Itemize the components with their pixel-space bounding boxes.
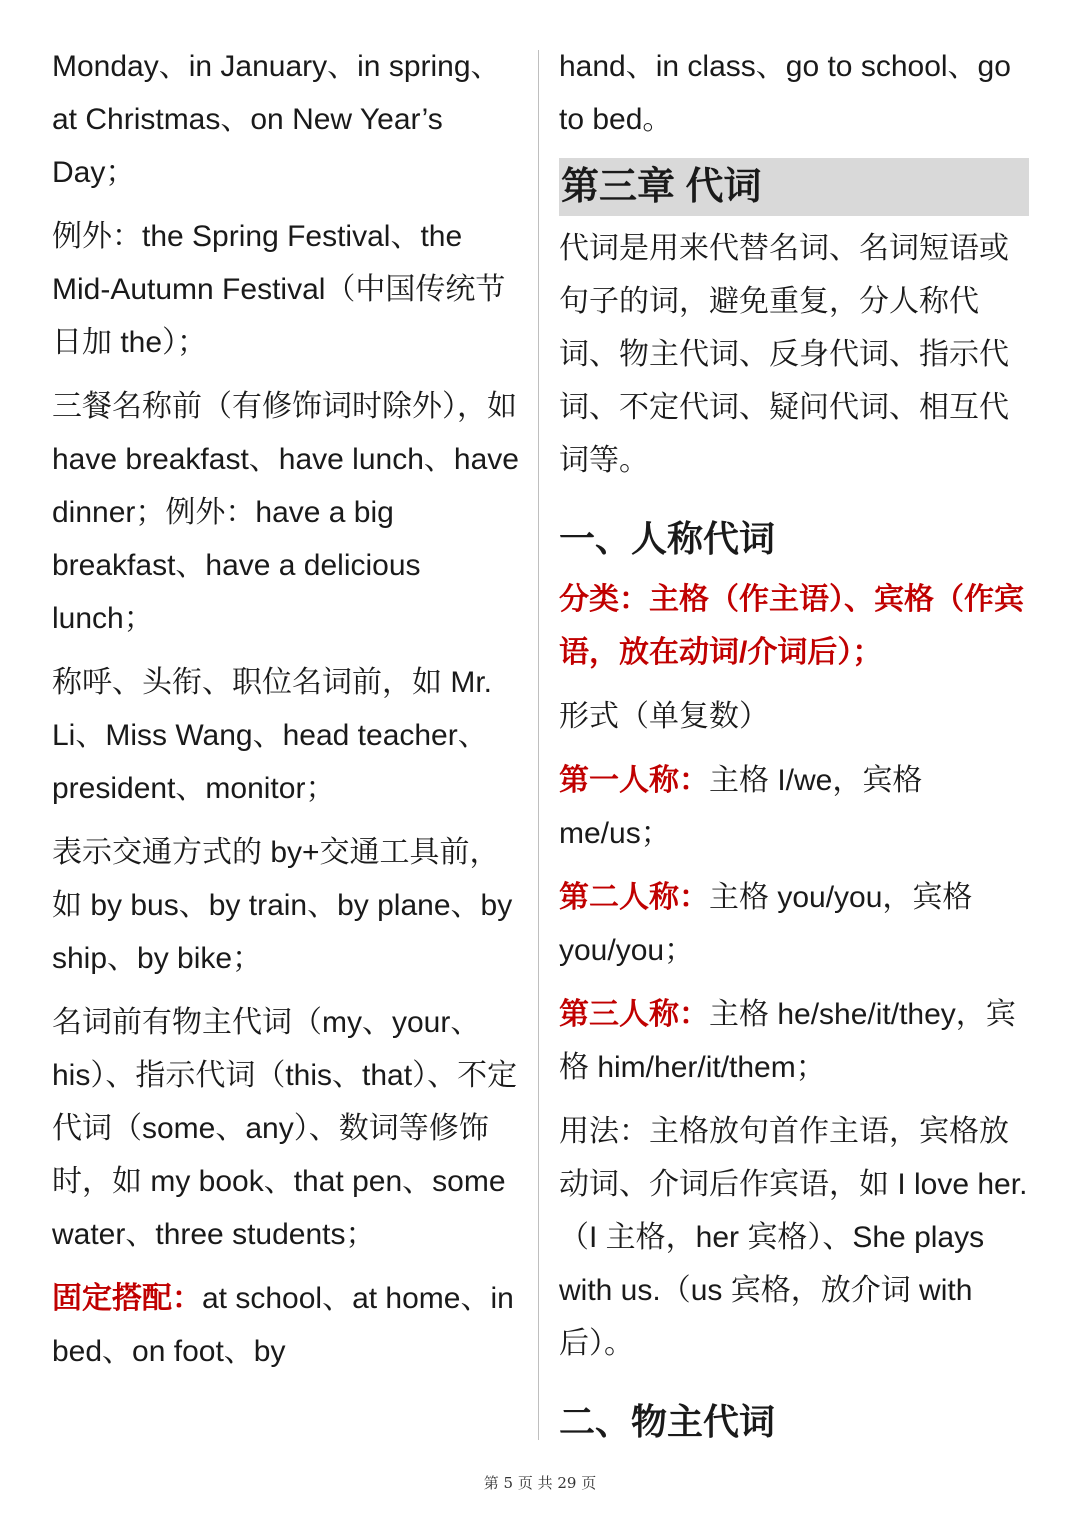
- second-person-label: 第二人称：: [559, 881, 709, 914]
- paragraph-transport: 表示交通方式的 by+交通工具前，如 by bus、by train、by plane、by ship、by bike；: [52, 836, 513, 975]
- paragraph-classification: 分类：主格（作主语）、宾格（作宾语，放在动词/介词后）；: [559, 583, 1024, 669]
- paragraph-usage: 用法：主格放句首作主语，宾格放动词、介词后作宾语，如 I love her.（I 主格，her 宾格）、She plays with us.（us 宾格，放介词 with 后）。: [559, 1115, 1028, 1360]
- paragraph-pronoun-intro: 代词是用来代替名词、名词短语或句子的词，避免重复，分人称代词、物主代词、反身代词、指示代词、不定代词、疑问代词、相互代词等。: [559, 232, 1009, 477]
- footer-page-total: 29: [557, 1474, 577, 1492]
- left-column: [52, 40, 522, 1389]
- paragraph-determiners: 名词前有物主代词（my、your、his）、指示代词（this、that）、不定代词（some、any）、数词等修饰时，如 my book、that pen、some water、three students；: [52, 1006, 518, 1251]
- footer-page-number: 5: [503, 1474, 514, 1492]
- chapter-title: 第三章 代词: [559, 158, 1029, 216]
- paragraph-third-person: [559, 988, 1037, 1094]
- column-divider: [538, 50, 539, 1440]
- paragraph-second-person: [559, 871, 1037, 977]
- footer-prefix: 第: [483, 1474, 499, 1492]
- paragraph-fixed-phrases: [52, 1272, 522, 1378]
- first-person-text: 主格 I/we，宾格 me/us；: [559, 764, 923, 850]
- paragraph-festival-exception: 例外：the Spring Festival、the Mid-Autumn Festival（中国传统节日加 the）；: [52, 220, 506, 359]
- second-person-text: 主格 you/you，宾格 you/you；: [559, 881, 973, 967]
- page-footer: [0, 1472, 1080, 1493]
- paragraph-first-person: [559, 754, 1037, 860]
- paragraph-time-prepositions: Monday、in January、in spring、at Christmas、on New Year’s Day；: [52, 50, 501, 189]
- third-person-text: 主格 he/she/it/they，宾格 him/her/it/them；: [559, 998, 1016, 1084]
- paragraph-form: 形式（单复数）: [559, 700, 769, 733]
- first-person-label: 第一人称：: [559, 764, 709, 797]
- footer-suffix: 页: [581, 1474, 597, 1492]
- paragraph-titles: 称呼、头衔、职位名词前，如 Mr. Li、Miss Wang、head teacher、president、monitor；: [52, 666, 492, 805]
- section-title-possessive-pronouns: 二、物主代词: [559, 1401, 776, 1442]
- third-person-label: 第三人称：: [559, 998, 709, 1031]
- paragraph-continuation: hand、in class、go to school、go to bed。: [559, 50, 1011, 136]
- paragraph-meals: 三餐名称前（有修饰词时除外），如 have breakfast、have lunch、have dinner；例外：have a big breakfast、have a delicious lunch；: [52, 390, 519, 635]
- right-column: [559, 40, 1037, 1456]
- fixed-phrases-text: at school、at home、in bed、on foot、by: [52, 1282, 514, 1368]
- fixed-phrases-label: 固定搭配：: [52, 1282, 202, 1315]
- section-title-personal-pronouns: 一、人称代词: [559, 518, 776, 559]
- footer-middle: 页 共: [517, 1474, 553, 1492]
